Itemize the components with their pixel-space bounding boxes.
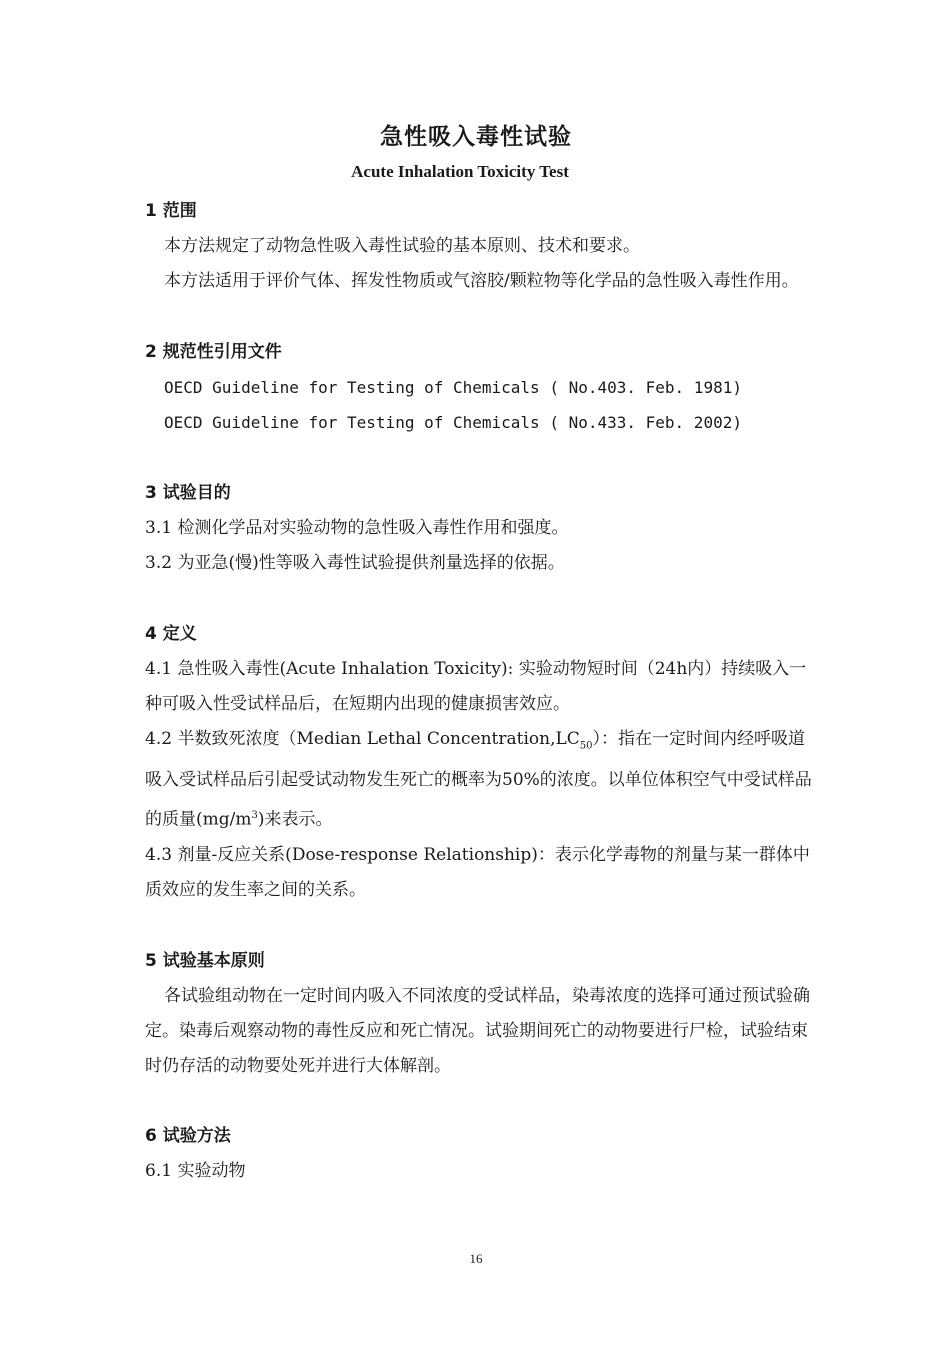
- paragraph: 6.1 实验动物: [145, 1161, 246, 1182]
- text-run: ）：指在一定时间内经呼吸道吸入受试样品后引起受试动物发生死亡的概率为50%的浓度。以单位体积空气中受试样品的质量(mg/m: [145, 729, 812, 831]
- section-heading-purpose: 3 试验目的: [145, 483, 231, 503]
- section-heading-definitions: 4 定义: [145, 624, 197, 644]
- section-heading-scope: 1 范围: [145, 201, 197, 221]
- document-title: 急性吸入毒性试验: [380, 124, 572, 150]
- reference-item: OECD Guideline for Testing of Chemicals ( No.403. Feb. 1981): [164, 378, 742, 397]
- paragraph: 4.1 急性吸入毒性(Acute Inhalation Toxicity): 实验动物短时间（24h内）持续吸入一种可吸入性受试样品后，在短期内出现的健康损害效应。: [145, 659, 807, 714]
- document-subtitle: Acute Inhalation Toxicity Test: [351, 162, 569, 181]
- paragraph: 3.1 检测化学品对实验动物的急性吸入毒性作用和强度。: [145, 518, 569, 538]
- paragraph-lc50: [145, 722, 815, 838]
- section-heading-principle: 5 试验基本原则: [145, 951, 265, 972]
- paragraph: 4.3 剂量-反应关系(Dose-response Relationship)：表示化学毒物的剂量与某一群体中质效应的发生率之间的关系。: [145, 845, 810, 901]
- section-heading-method: 6 试验方法: [145, 1126, 231, 1147]
- paragraph: 各试验组动物在一定时间内吸入不同浓度的受试样品，染毒浓度的选择可通过预试验确定。染毒后观察动物的毒性反应和死亡情况。试验期间死亡的动物要进行尸检，试验结束时仍存活的动物要处死并进行大体解剖。: [145, 986, 810, 1077]
- paragraph: 本方法规定了动物急性吸入毒性试验的基本原则、技术和要求。: [164, 236, 640, 256]
- text-run: )来表示。: [257, 810, 333, 831]
- section-heading-references: 2 规范性引用文件: [145, 342, 282, 362]
- page-number: 16: [469, 1251, 483, 1266]
- paragraph: 本方法适用于评价气体、挥发性物质或气溶胶/颗粒物等化学品的急性吸入毒性作用。: [164, 271, 799, 291]
- superscript: 3: [251, 810, 258, 822]
- reference-item: OECD Guideline for Testing of Chemicals ( No.433. Feb. 2002): [164, 413, 742, 432]
- paragraph: 3.2 为亚急(慢)性等吸入毒性试验提供剂量选择的依据。: [145, 553, 565, 573]
- text-run: 4.2 半数致死浓度（Median Lethal Concentration,LC: [145, 729, 580, 749]
- subscript: 50: [579, 740, 593, 752]
- document-body: [145, 194, 815, 1189]
